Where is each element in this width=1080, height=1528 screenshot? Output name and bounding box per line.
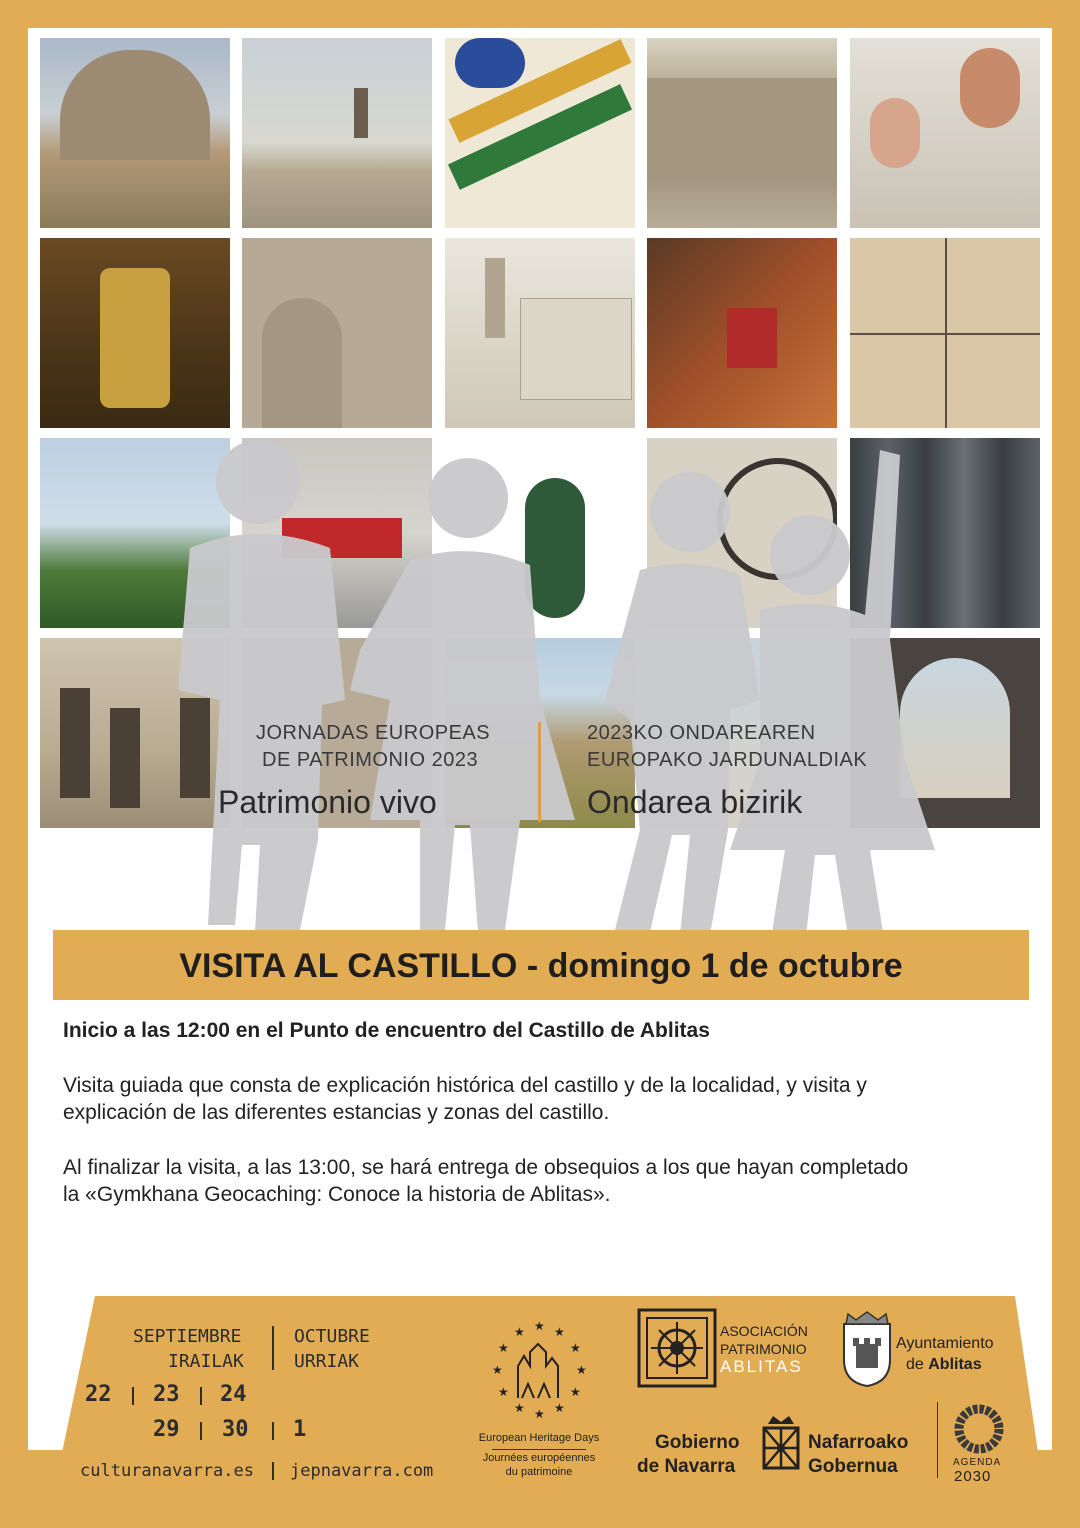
event-title: VISITA AL CASTILLO - domingo 1 de octubre [179,947,903,985]
web-separator [272,1462,274,1480]
day-separator [132,1387,134,1405]
ehd-label-fr-line2: du patrimoine [505,1466,573,1478]
agenda-label: AGENDA [953,1457,1002,1468]
day-23: 23 [153,1382,180,1407]
agenda-2030-wheel-icon [952,1402,1006,1456]
month-october-es: OCTUBRE [294,1326,370,1347]
event-description-line1: Visita guiada que consta de explicación histórica del castillo y de la localidad, y visita y [63,1074,867,1097]
svg-text:★: ★ [534,1407,545,1421]
gobierno-eu-line1: Nafarroako [808,1432,909,1453]
event-closing-line1: Al finalizar la visita, a las 13:00, se hará entrega de obsequios a los que hayan completado [63,1156,909,1179]
asociacion-line1: ASOCIACIÓN [720,1323,808,1339]
svg-text:★: ★ [498,1341,509,1355]
ehd-label-fr-line1: Journées européennes [482,1452,596,1464]
svg-text:★: ★ [514,1325,525,1339]
heritage-eu-line1: 2023KO ONDAREAREN [587,722,816,744]
asociacion-line3: ABLITAS [720,1357,803,1376]
gobierno-eu-line2: Gobernua [808,1456,898,1477]
day-22: 22 [85,1382,112,1407]
website-culturanavarra[interactable]: culturanavarra.es [80,1461,254,1481]
svg-text:★: ★ [498,1385,509,1399]
day-separator [200,1422,202,1440]
ayuntamiento-de: de [906,1356,929,1373]
svg-text:★: ★ [570,1341,581,1355]
silhouette-girl3-head [770,515,850,595]
silhouette-girl2-head [650,472,730,552]
day-1: 1 [293,1417,307,1442]
gobierno-es-line1: Gobierno [655,1432,740,1453]
event-start-time: Inicio a las 12:00 en el Punto de encuentro del Castillo de Ablitas [63,1019,710,1042]
month-october-eu: URRIAK [294,1351,360,1372]
heritage-es-line2: DE PATRIMONIO 2023 [262,749,479,771]
ayuntamiento-line1: Ayuntamiento [896,1335,994,1352]
asociacion-patrimonio-logo-icon [637,1308,717,1388]
month-separator [272,1326,274,1370]
svg-text:★: ★ [554,1401,565,1415]
european-heritage-days-logo-icon [482,1318,594,1428]
ayuntamiento-ablitas: Ablitas [928,1356,982,1373]
gobierno-es-line2: de Navarra [637,1456,736,1477]
agenda-year: 2030 [954,1468,992,1485]
logo-divider [937,1402,938,1478]
ayuntamiento-line2 [906,1356,982,1374]
event-description-line2: explicación de las diferentes estancias y zonas del castillo. [63,1101,610,1124]
day-29: 29 [153,1417,180,1442]
heritage-es-motto: Patrimonio vivo [218,784,437,820]
asociacion-line2: PATRIMONIO [720,1341,807,1357]
month-september-eu: IRAILAK [168,1351,244,1372]
silhouette-boy-head [216,440,300,524]
ehd-label-en: European Heritage Days [478,1432,600,1444]
heritage-eu-motto: Ondarea bizirik [587,784,803,820]
heritage-divider [538,722,541,822]
day-24: 24 [220,1382,247,1407]
heritage-es-line1: JORNADAS EUROPEAS [256,722,491,744]
silhouette-girl1-head [428,458,508,538]
svg-text:★: ★ [534,1319,545,1333]
month-september-es: SEPTIEMBRE [133,1326,242,1347]
day-separator [272,1422,274,1440]
svg-text:★: ★ [514,1401,525,1415]
event-closing-line2: la «Gymkhana Geocaching: Conoce la historia de Ablitas». [63,1183,611,1206]
day-separator [200,1387,202,1405]
day-30: 30 [222,1417,249,1442]
svg-text:★: ★ [570,1385,581,1399]
svg-text:★: ★ [492,1363,503,1377]
svg-text:★: ★ [576,1363,587,1377]
website-jepnavarra[interactable]: jepnavarra.com [290,1461,434,1481]
ehd-divider [492,1449,586,1450]
svg-text:★: ★ [554,1325,565,1339]
navarra-coat-of-arms-icon [758,1412,804,1474]
ayuntamiento-shield-icon [838,1310,896,1388]
heritage-eu-line2: EUROPAKO JARDUNALDIAK [587,749,868,771]
